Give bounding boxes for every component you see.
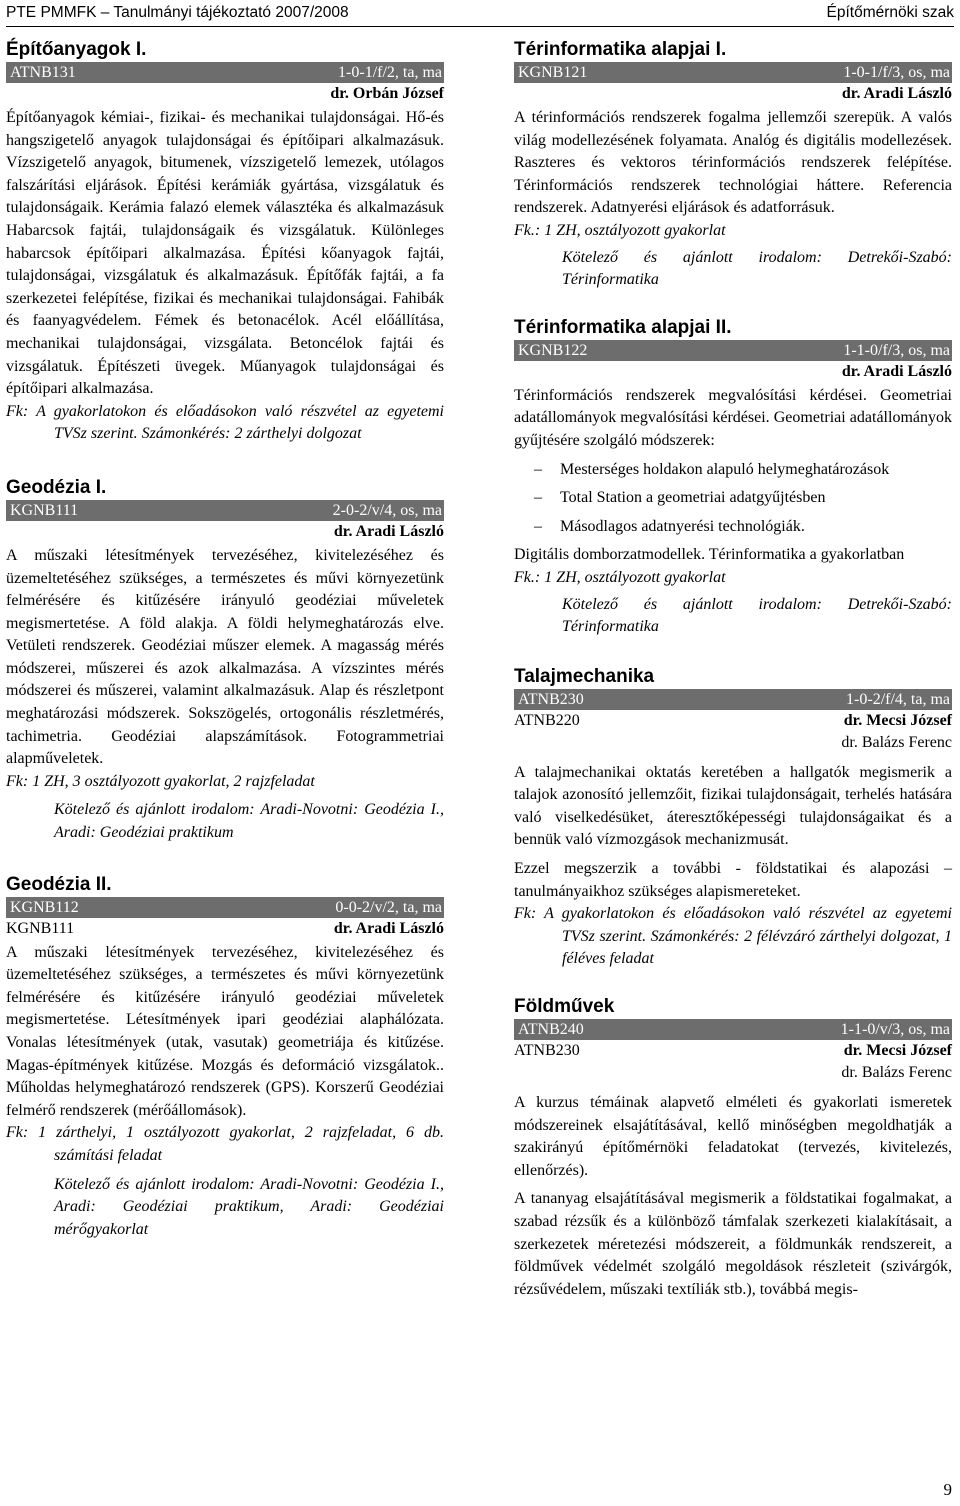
requirements-exam: Számonkérés: 2 zárthelyi dolgozat [137,425,362,443]
course-requirements: Fk.: 1 ZH, osztályozott gyakorlat [514,221,726,239]
course-meta [6,521,444,543]
course-professor: dr. Aradi László [333,522,444,540]
course-requirements: Fk: 1 zárthelyi, 1 osztályozott gyakorlat, 2 rajzfeladat, 6 db. számítási feladat [6,1124,444,1164]
course-geodezia-1 [6,476,444,845]
course-description: A műszaki létesítmények tervezéséhez, kivitelezéséhez és üzemeltetéséhez szükséges, a természetes és művi környezetünk felmérésére és kitűzésére irányuló geodéziai műveletek megismertetése. Létesítmények ipari geodéziai alaphálózata. Vonalas létesítmények (utak, vasutak) geometriája és kitűzése. Magas-építmények kitűzése. Mozgás és deformáció vizsgálatok.. Műholdas helymeghatározó rendszerek (GPS). Korszerű Geodéziai felmérő rendszerek (mérőállomások). [6,943,444,1119]
course-meta [6,918,444,940]
course-prerequisite: KGNB111 [6,919,75,937]
course-code-bar [514,689,952,710]
course-professor: dr. Mecsi József [843,711,952,729]
course-description: A térinformációs rendszerek fogalma jellemzői szerepük. A valós világ modellezésének folyamata. Analóg és digitális modellezések. Raszteres és vektoros térinformációs rendszerek felépítése. Térinformációs rendszerek technológiai háttere. Referencia rendszerek. Adatnyerési eljárások és adatforrásuk. [514,109,952,217]
course-description: A talajmechanikai oktatás keretében a hallgatók megismerik a talajok azonosító jellemzőit, fizikai tulajdonságait, terhelés hatására való viselkedésüket, áteresztőképességi tulajdonságaikat és a bennük való vízmozgások mechanizmusát. [514,763,952,849]
page-number: 9 [943,1480,952,1499]
course-meta-2 [514,732,952,754]
course-epitoanyagok [6,38,444,446]
course-professor: dr. Aradi László [841,362,952,380]
course-description-2: Digitális domborzatmodellek. Térinformatika a gyakorlatban [514,546,905,564]
course-description-2: A tananyag elsajátításával megismerik a földstatikai fogalmakat, a szabad rézsűk és a különböző támfalak szerkezeti kialakításait, a szerkezetek méretezési módszereit, a földmunkák rendszereit, a földművek védelmét szolgáló megoldások részleteit (szivárgók, rézsűvédelem, műszaki textíliák stb.), továbbá megis- [514,1190,952,1298]
course-title: Geodézia I. [6,476,107,498]
course-prerequisite: ATNB230 [514,1042,580,1060]
course-code-bar [514,1019,952,1040]
course-professor: dr. Mecsi József [843,1042,952,1060]
course-credits: 1-0-1/f/2, ta, ma [338,64,442,81]
course-meta [514,83,952,105]
header-left: PTE PMMFK – Tanulmányi tájékoztató 2007/2008 [6,4,349,21]
course-requirements: Fk: A gyakorlatokon és előadásokon való részvétel az egyetemi TVSz szerint. Számonkérés: 2 félévzáró zárthelyi dolgozat, 1 féléves feladat [514,905,952,968]
course-credits: 1-1-0/f/3, os, ma [843,341,950,359]
course-code: KGNB111 [10,501,79,519]
course-code: KGNB112 [10,898,79,916]
list-item: – Total Station a geometriai adatgyűjtésben [560,487,952,510]
course-code: KGNB122 [518,341,588,359]
course-meta [6,83,444,105]
course-code-bar [514,340,952,361]
course-code-bar [6,897,444,918]
course-description: A kurzus témáinak alapvető elméleti és gyakorlati ismeretek módszereinek elsajátításával, kellő minőségben megoldhatják a szakirányú építőmérnöki feladatokat (tervezés, kivitelezés, ellenőrzés). [514,1094,952,1179]
left-column [6,38,444,1241]
method-list [514,459,952,539]
course-code: ATNB240 [518,1021,584,1039]
header-right: Építőmérnöki szak [826,4,954,21]
course-title: Földművek [514,996,615,1018]
course-professor: dr. Orbán József [330,85,444,102]
course-requirements: Fk: 1 ZH, 3 osztályozott gyakorlat, 2 rajzfeladat [6,772,315,790]
course-professor: dr. Aradi László [333,919,444,937]
course-geodezia-2 [6,873,444,1242]
course-terinformatika-1 [514,38,952,292]
right-column [514,38,952,1301]
course-credits: 1-1-0/v/3, os, ma [840,1021,950,1039]
course-literature: Kötelező és ajánlott irodalom: Aradi-Novotni: Geodézia I., Aradi: Geodéziai praktikum [54,801,444,842]
course-code: ATNB230 [518,690,584,708]
course-foldmuvek [514,995,952,1301]
course-title: Építőanyagok I. [6,39,147,60]
course-description-2: Ezzel megszerzik a további - földstatikai és alapozási – tanulmányaikhoz szükséges alapismereteket. [514,860,952,900]
course-credits: 0-0-2/v/2, ta, ma [335,898,442,916]
course-description: Térinformációs rendszerek megvalósítási kérdései. Geometriai adatállományok megvalósítási kérdései. Geometriai adatállományok gyűjtésére szolgáló módszerek: [514,386,952,449]
course-literature: Kötelező és ajánlott irodalom: Detrekői-Szabó: Térinformatika [562,595,952,636]
course-description: Építőanyagok kémiai-, fizikai- és mechanikai tulajdonságai. Hő-és hangszigetelő anyagok tulajdonságai és építőipari alkalmazásuk. Vízszigetelő anyagok, bitumenek, vízszigetelő lemezek, utólagos falszárítási eljárások. Építési kerámiák gyártása, vizsgálatuk és tulajdonságaik. Kerámia falazó elemek választéka és alkalmazásuk Habarcsok fajtái, tulajdonságaik és vizsgálatuk. Különleges habarcsok építőipari alkalmazása. Építési kőanyagok fajtái, tulajdonságai, vizsgálatuk és alkalmazásuk. Építőfák fajtái, a fa szerkezetei felépítése, fizikai és mechanikai tulajdonságai. Fahibák és faanyagvédelem. Fémek és betonacélok. Acél előállítása, mechanikai tulajdonságai, vizsgálata. Betoncélok fajtái és vizsgálatuk. Építészeti üvegek. Műanyagok tulajdonságai és építőipari alkalmazása. [6,109,444,398]
course-requirements [6,401,444,446]
course-literature: Kötelező és ajánlott irodalom: Detrekői-Szabó: Térinformatika [562,248,952,289]
course-prerequisite: ATNB220 [514,711,580,729]
course-meta [514,361,952,383]
course-description: A műszaki létesítmények tervezéséhez, kivitelezéséhez és üzemeltetéséhez szükséges, a természetes és művi környezetünk felmérésére és kitűzésére irányuló geodéziai műveletek megismertetése. A föld alakja. A földi helymeghatározás elve. Vetületi rendszerek. Geodéziai műszer elemek. A magasság mérés módszerei, műszerei és azok alkalmazása. A vízszintes mérés módszerei és műszerei, valamint alkalmazásuk. Alap és részletpont meghatározási módszerek. Sokszögelés, ortogonális részletmérés, tachimetria. Geodéziai alapszámítások. Fotogrammetriai alapműveletek. [6,546,444,768]
course-title: Térinformatika alapjai II. [514,316,732,338]
course-code: KGNB121 [518,64,588,81]
course-literature: Kötelező és ajánlott irodalom: Aradi-Novotni: Geodézia I., Aradi: Geodéziai praktikum, Aradi: Geodéziai mérőgyakorlat [54,1175,444,1238]
course-professor-2: dr. Balázs Ferenc [841,1064,952,1082]
list-item: – Másodlagos adatnyerési technológiák. [560,516,952,539]
course-code: ATNB131 [10,64,76,81]
course-terinformatika-2 [514,316,952,639]
course-code-bar [6,62,444,83]
requirements-text: Fk: A gyakorlatokon és előadásokon való részvétel az egyetemi TVSz szerint. [6,402,444,443]
course-title: Geodézia II. [6,873,112,895]
course-meta [514,1040,952,1062]
course-code-bar [514,62,952,83]
course-title: Térinformatika alapjai I. [514,39,727,60]
course-code-bar [6,500,444,521]
course-credits: 1-0-1/f/3, os, ma [843,64,950,81]
course-credits: 1-0-2/f/4, ta, ma [846,690,950,708]
course-professor-2: dr. Balázs Ferenc [841,733,952,751]
page-header [6,0,954,27]
course-requirements: Fk.: 1 ZH, osztályozott gyakorlat [514,568,726,586]
course-professor: dr. Aradi László [841,85,952,102]
course-talajmechanika [514,665,952,971]
course-meta-2 [514,1062,952,1084]
course-credits: 2-0-2/v/4, os, ma [332,501,442,519]
list-item: – Mesterséges holdakon alapuló helymeghatározások [560,459,952,482]
course-title: Talajmechanika [514,665,655,687]
course-meta [514,710,952,732]
